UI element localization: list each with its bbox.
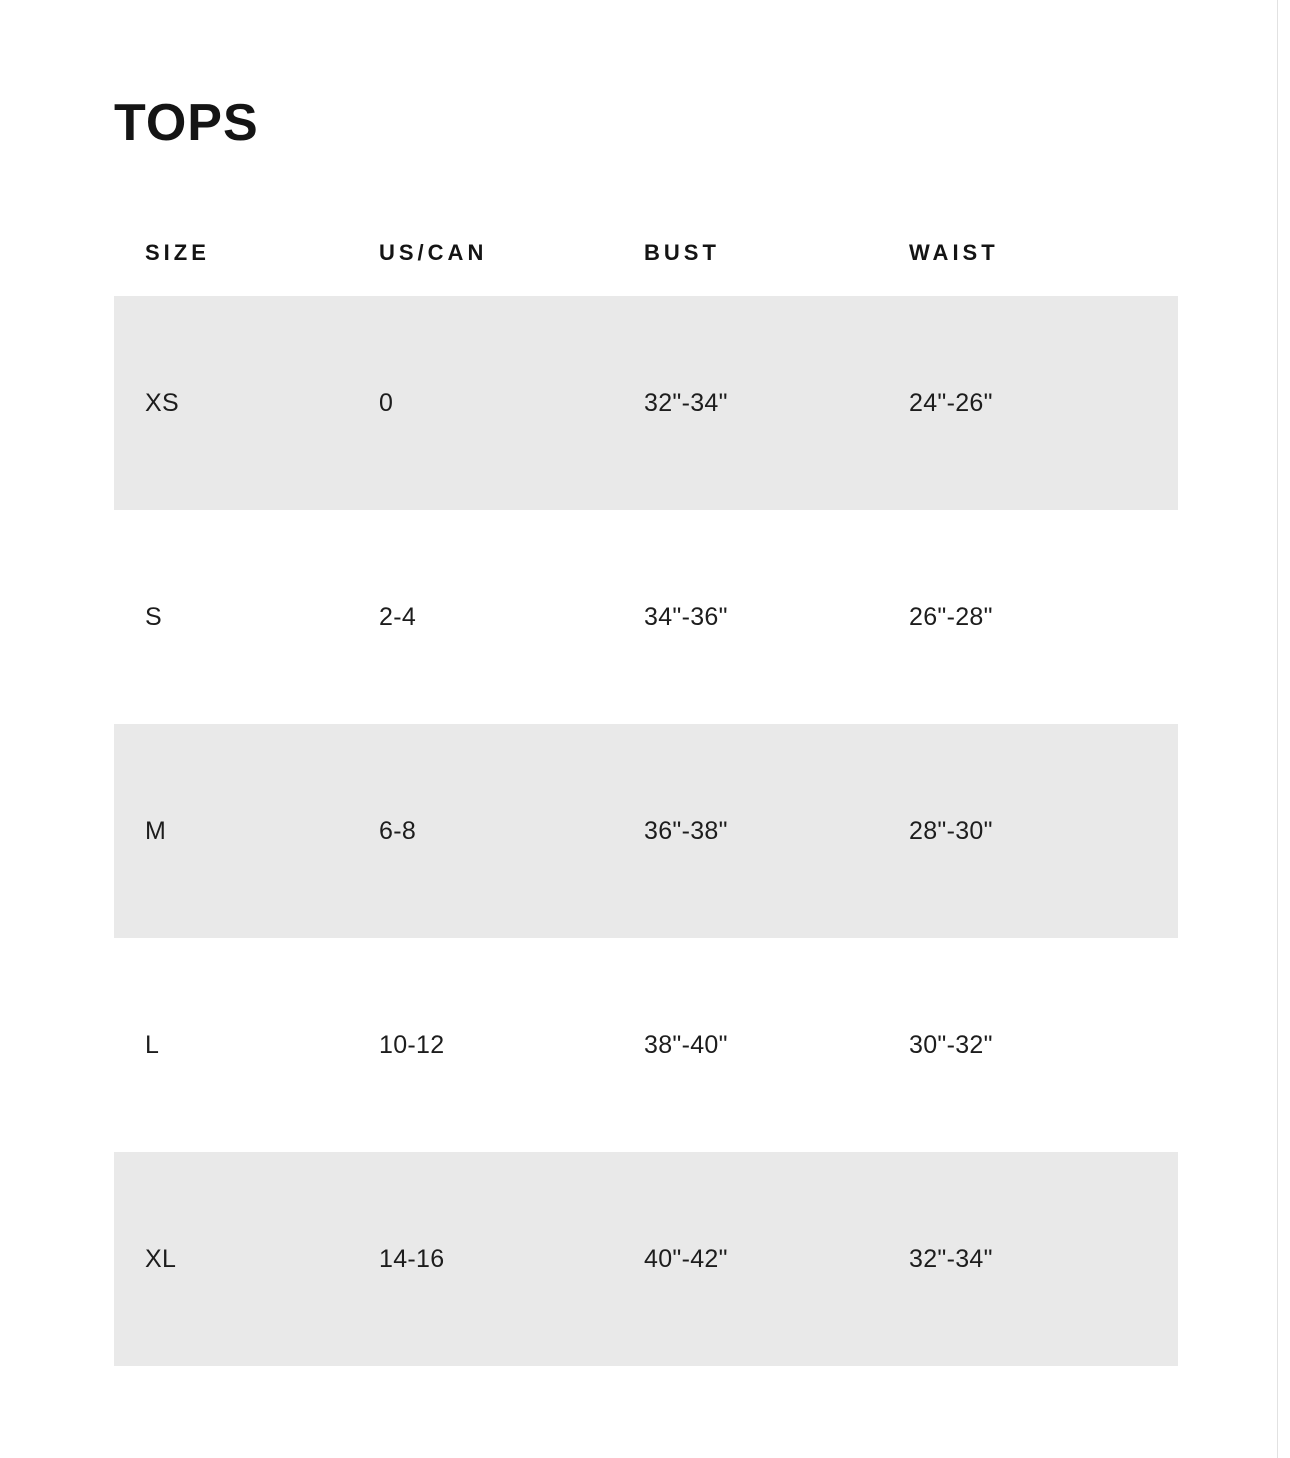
cell-waist: 32"-34" [909,1244,993,1273]
cell-bust: 32"-34" [644,388,728,417]
cell-bust: 34"-36" [644,602,728,631]
cell-bust: 36"-38" [644,816,728,845]
cell-us-can: 0 [379,388,394,417]
cell-size: XL [145,1244,177,1273]
table-header-row [114,210,1178,296]
cell-us-can: 10-12 [379,1030,445,1059]
cell-us-can: 14-16 [379,1244,445,1273]
column-header-bust: BUST [644,240,720,265]
cell-waist: 24"-26" [909,388,993,417]
column-header-size: SIZE [145,240,210,265]
cell-size: S [145,602,162,631]
cell-size: XS [145,388,179,417]
cell-waist: 26"-28" [909,602,993,631]
table-row [114,1152,1178,1366]
cell-us-can: 6-8 [379,816,417,845]
table-row [114,938,1178,1152]
cell-bust: 40"-42" [644,1244,728,1273]
cell-bust: 38"-40" [644,1030,728,1059]
table-row [114,724,1178,938]
cell-waist: 30"-32" [909,1030,993,1059]
cell-size: M [145,816,167,845]
table-row [114,510,1178,724]
cell-waist: 28"-30" [909,816,993,845]
page-title: TOPS [114,93,259,152]
cell-size: L [145,1030,160,1059]
column-header-us-can: US/CAN [379,240,488,265]
page-edge [1278,0,1290,1458]
cell-us-can: 2-4 [379,602,417,631]
table-row [114,296,1178,510]
column-header-waist: WAIST [909,240,999,265]
size-chart-table [114,210,1178,1366]
